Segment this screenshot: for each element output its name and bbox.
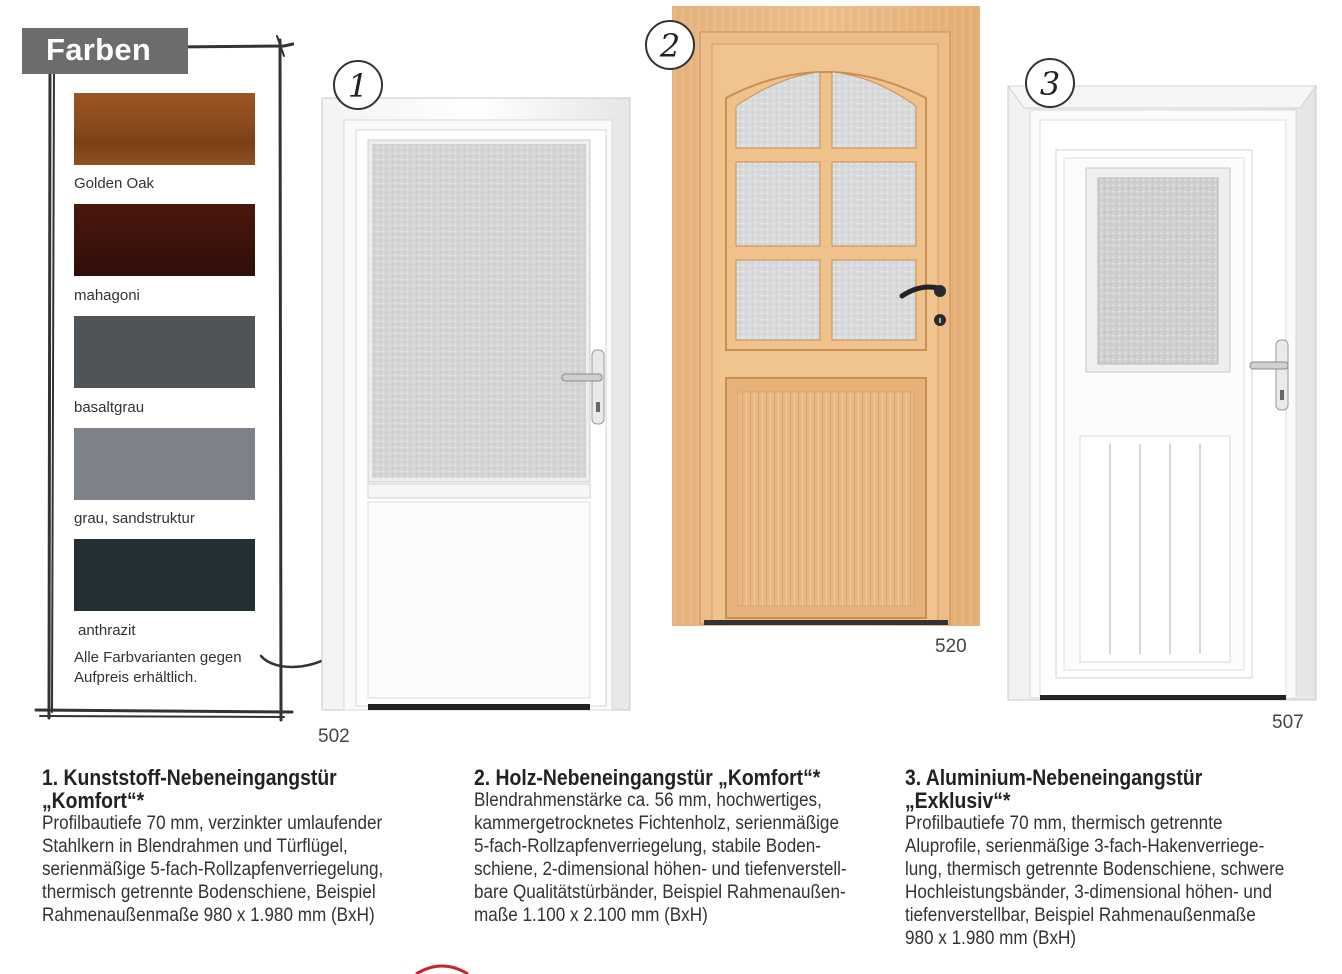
farben-title: Farben [22,28,188,74]
door-number-circle: 2 [645,20,695,70]
model-number: 502 [318,726,350,747]
product-title: 3. Aluminium-Nebeneingangstür [905,765,1203,790]
product-description: Blendrahmenstärke ca. 56 mm, hochwertiges, kammergetrocknetes Fichtenholz, serienmäßige 5-fach-Rollzapfenverriegelung, stabile Boden- schiene, 2-dimensional höhen- und tiefenverstell- bare Qualitätstürbänder, Beispiel Rahmenaußen- maße 1.100 x 2.100 mm (BxH) [474,790,847,926]
swatch-label: mahagoni [74,287,140,304]
note-line: Alle Farbvarianten gegen [74,649,242,666]
door-number-circle: 3 [1025,58,1075,108]
door-image-502[interactable] [316,92,634,714]
product-3 [905,766,1326,950]
door-number-circle: 1 [333,60,383,110]
product-description: Profilbautiefe 70 mm, verzinkter umlaufender Stahlkern in Blendrahmen und Türflügel, serienmäßige 5-fach-Rollzapfenverriegelung, thermisch getrennte Bodenschiene, Beispiel Rahmenaußenmaße 980 x 1.980 mm (BxH) [42,813,384,926]
door-image-520[interactable] [670,6,982,628]
note-line: Aufpreis erhältlich. [74,669,198,686]
swatch-grau-sandstruktur[interactable] [74,428,255,500]
swatch-label: anthrazit [78,622,136,639]
price-note [74,648,242,688]
product-title: 1. Kunststoff-Nebeneingangstür [42,765,337,790]
door-image-507[interactable] [1004,82,1320,704]
swatch-anthrazit[interactable] [74,539,255,611]
swatch-label: Golden Oak [74,175,155,192]
swatch-golden-oak[interactable] [74,93,255,165]
product-2 [474,766,888,927]
red-circle-fragment [412,962,472,974]
swatch-mahagoni[interactable] [74,204,255,276]
product-1 [42,766,421,927]
swatch-label: grau, sandstruktur [74,510,195,527]
product-title: 2. Holz-Nebeneingangstür „Komfort“* [474,765,821,790]
product-description: Profilbautiefe 70 mm, thermisch getrennte Aluprofile, serienmäßige 3-fach-Hakenverriege- lung, thermisch getrennte Bodenschiene, schwere Hochleistungsbänder, 3-dimensional höhen- und tiefenverstellbar, Beispiel Rahmenaußenmaße 980 x 1.980 mm (BxH) [905,813,1285,949]
swatch-basaltgrau[interactable] [74,316,255,388]
swatch-label: basaltgrau [74,399,145,416]
model-number: 520 [935,636,967,657]
model-number: 507 [1272,712,1304,733]
product-title-line2: „Exklusiv“* [905,788,1011,813]
product-title-line2: „Komfort“* [42,788,145,813]
